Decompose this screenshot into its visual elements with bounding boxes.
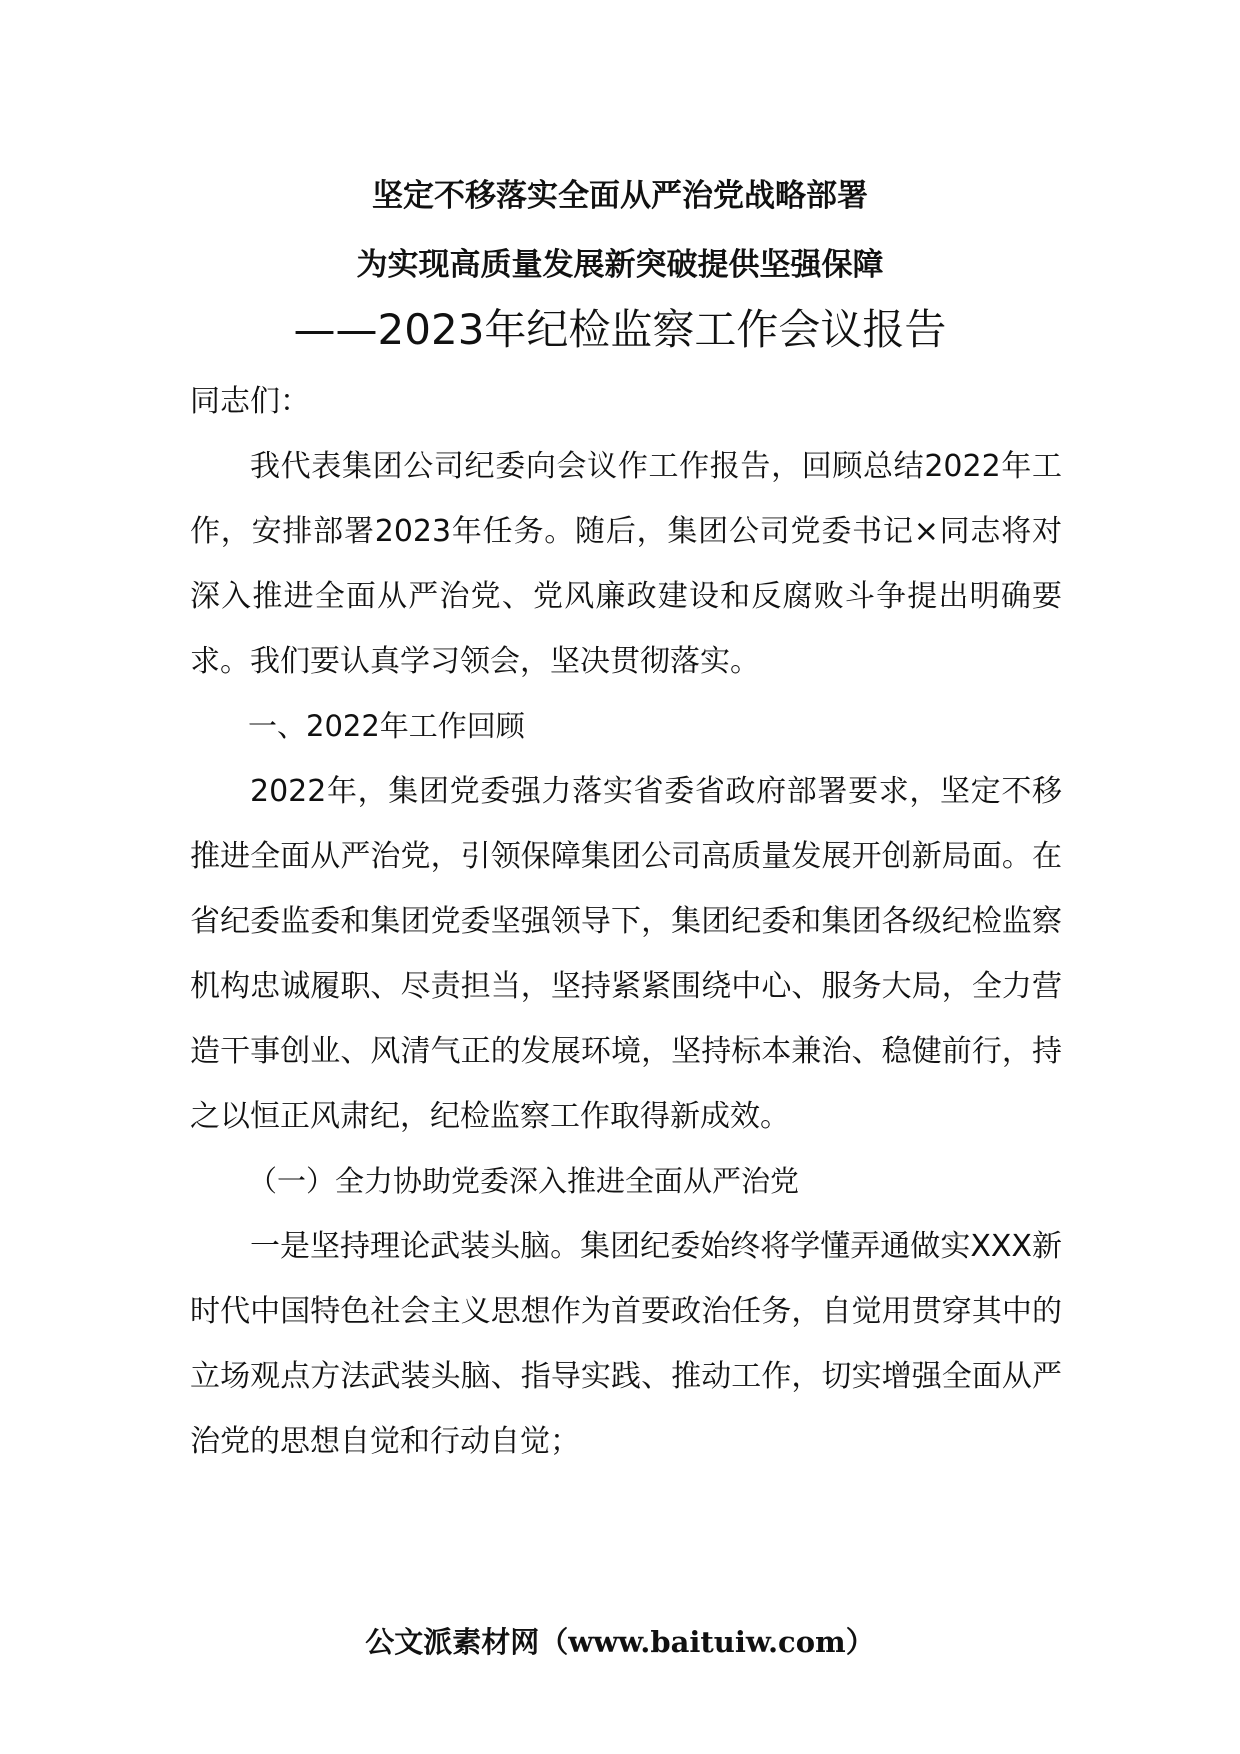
subsection-heading-1: （一）全力协助党委深入推进全面从严治党: [248, 1164, 800, 1198]
paragraph-theory: 一是坚持理论武装头脑。集团纪委始终将学懂弄通做实XXX新时代中国特色社会主义思想作为首要政治任务，自觉用贯穿其中的立场观点方法武装头脑、指导实践、推动工作，切实增强全面从严治党的思想自觉和行动自觉；: [190, 1229, 1062, 1459]
document-title-line-1: 坚定不移落实全面从严治党战略部署: [372, 178, 868, 214]
document-body: [190, 369, 1062, 1474]
document-subtitle: ——2023年纪检监察工作会议报告: [293, 305, 947, 354]
paragraph-intro: 我代表集团公司纪委向会议作工作报告，回顾总结2022年工作，安排部署2023年任务。随后，集团公司党委书记×同志将对深入推进全面从严治党、党风廉政建设和反腐败斗争提出明确要求。我们要认真学习领会，坚决贯彻落实。: [190, 449, 1062, 679]
paragraph-review: 2022年，集团党委强力落实省委省政府部署要求，坚定不移推进全面从严治党，引领保障集团公司高质量发展开创新局面。在省纪委监委和集团党委坚强领导下，集团纪委和集团各级纪检监察机构忠诚履职、尽责担当，坚持紧紧围绕中心、服务大局，全力营造干事创业、风清气正的发展环境，坚持标本兼治、稳健前行，持之以恒正风肃纪，纪检监察工作取得新成效。: [190, 774, 1062, 1134]
document-title-line-2: 为实现高质量发展新突破提供坚强保障: [356, 247, 884, 283]
footer-watermark: 公文派素材网（www.baituiw.com）: [365, 1625, 875, 1659]
section-heading-1: 一、2022年工作回顾: [248, 709, 525, 743]
salutation: 同志们：: [190, 384, 310, 419]
